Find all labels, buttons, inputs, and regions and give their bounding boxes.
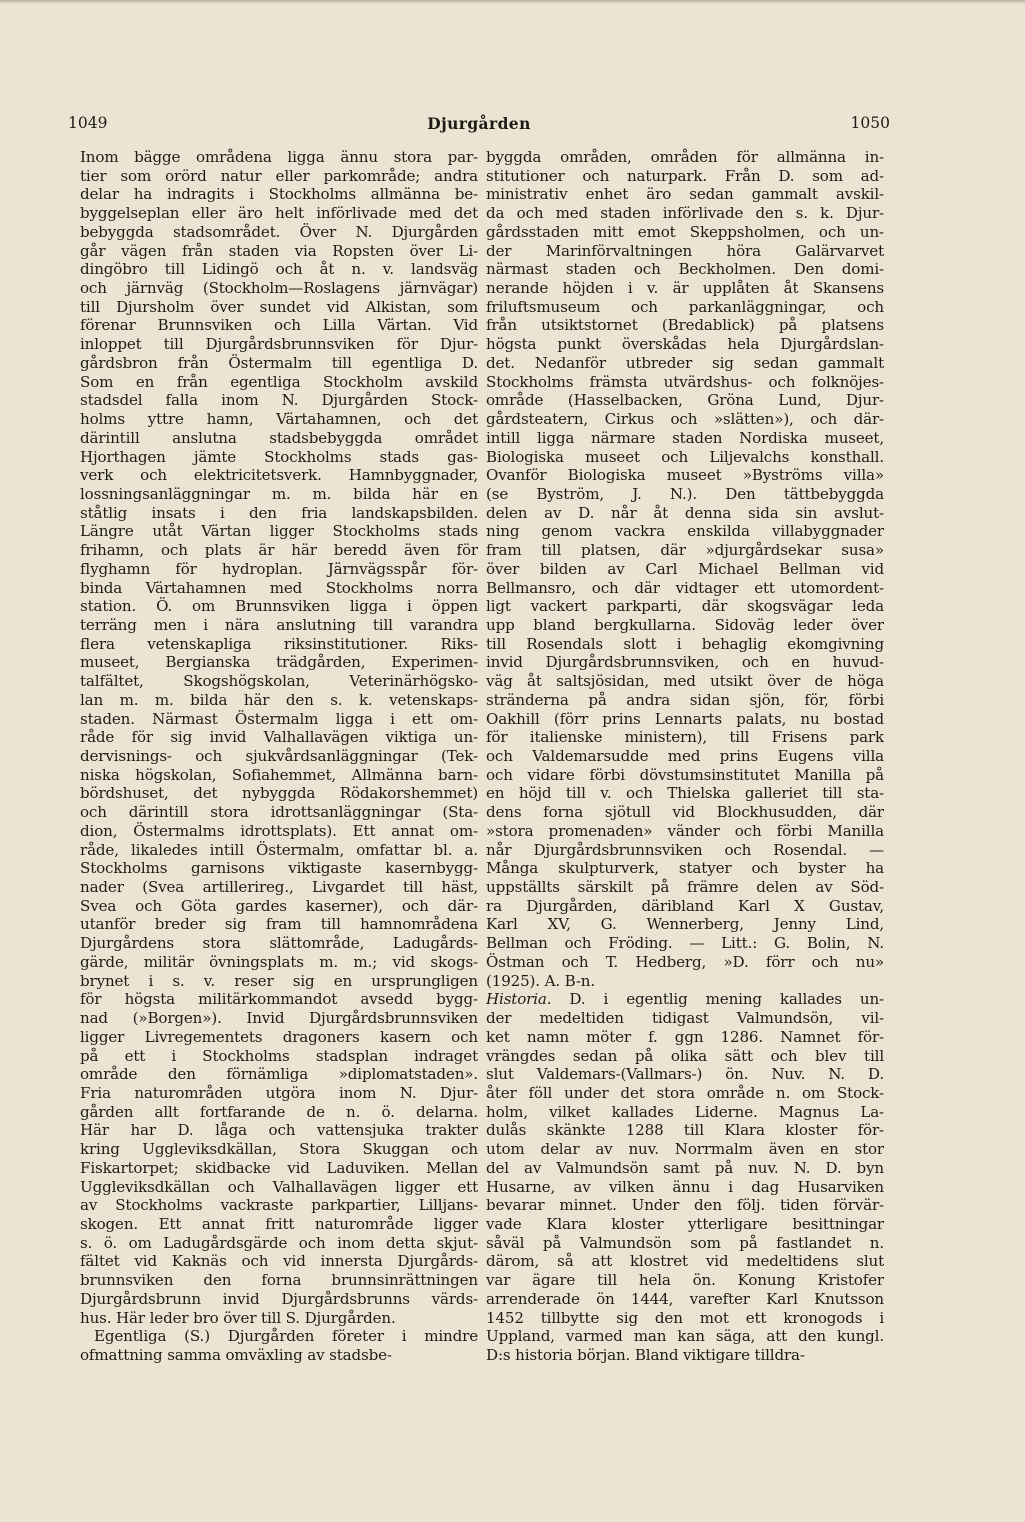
text-line: ra Djurgården, däribland Karl X Gustav, [486, 896, 884, 915]
text-line: upp bland bergkullarna. Sidoväg leder över [486, 615, 884, 634]
text-line: och Valdemarsudde med prins Eugens villa [486, 747, 884, 765]
text-line: Bellman och Fröding. — Litt.: G. Bolin, N. [486, 934, 884, 953]
text-line: (se Byström, J. N.). Den tättbebyggda [486, 484, 884, 503]
text-line: och därintill stora idrottsanläggningar (Sta- [80, 803, 478, 822]
text-line: Många skulpturverk, statyer och byster ha [486, 859, 884, 878]
text-line: det. Nedanför utbreder sig sedan gammalt [486, 353, 884, 372]
text-line: åter föll under det stora område n. om Stock- [486, 1083, 884, 1102]
text-line: Stockholms främsta utvärdshus- och folknöjes- [486, 372, 884, 391]
text-line: Djurgårdsbrunn invid Djurgårdsbrunns värds- [80, 1289, 478, 1308]
text-line: stadsdel falla inom N. Djurgården Stock- [80, 391, 478, 410]
text-line: nad (»Borgen»). Invid Djurgårdsbrunnsviken [80, 1009, 478, 1028]
text-line: brunnsviken den forna brunnsinrättningen [80, 1271, 478, 1290]
text-line: dervisnings- och sjukvårdsanläggningar (Tek- [80, 747, 478, 765]
text-line: såväl på Valmundsön som på fastlandet n. [486, 1233, 884, 1252]
text-line: på ett i Stockholms stadsplan indraget [80, 1046, 478, 1065]
text-line: da och med staden införlivade den s. k. Djur- [486, 204, 884, 223]
page-number-right: 1050 [850, 114, 890, 132]
text-line: Stockholms garnisons viktigaste kasernbygg- [80, 859, 478, 878]
text-line: delar ha indragits i Stockholms allmänna be- [80, 185, 478, 204]
text-line: Svea och Göta gardes kaserner), och där- [80, 896, 478, 915]
text-line: holms yttre hamn, Värtahamnen, och det [80, 410, 478, 429]
page-top-edge [0, 0, 1025, 4]
text-line: går vägen från staden via Ropsten över Li- [80, 241, 478, 260]
text-line: Hjorthagen jämte Stockholms stads gas- [80, 447, 478, 466]
text-line: därom, så att klostret vid medeltidens slut [486, 1252, 884, 1271]
text-line: 1452 tillbytte sig den mot ett kronogods i [486, 1308, 884, 1327]
text-line: flera vetenskapliga riksinstitutioner. Riks- [80, 634, 478, 653]
text-line: Östman och T. Hedberg, »D. förr och nu» [486, 952, 884, 971]
text-line: utanför breder sig fram till hamnområdena [80, 915, 478, 934]
text-line: vrängdes sedan på olika sätt och blev till [486, 1046, 884, 1065]
text-line: Historia. D. i egentlig mening kallades un- [486, 990, 884, 1009]
text-line: för högsta militärkommandot avsedd bygg- [80, 990, 478, 1009]
text-line: dens forna sjötull vid Blockhusudden, där [486, 803, 884, 822]
text-line: gärde, militär övningsplats m. m.; vid skogs- [80, 952, 478, 971]
text-line: över bilden av Carl Michael Bellman vid [486, 559, 884, 578]
text-line: och järnväg (Stockholm—Roslagens järnvägar) [80, 279, 478, 298]
text-line: därintill anslutna stadsbebyggda området [80, 428, 478, 447]
text-line: Husarne, av vilken ännu i dag Husarviken [486, 1177, 884, 1196]
text-line: nader (Svea artillerireg., Livgardet till häst, [80, 878, 478, 897]
text-line: nerande höjden i v. är upplåten åt Skansens [486, 279, 884, 298]
text-line: friluftsmuseum och parkanläggningar, och [486, 297, 884, 316]
text-line: område (Hasselbacken, Gröna Lund, Djur- [486, 391, 884, 410]
text-line: hus. Här leder bro över till S. Djurgården. [80, 1308, 396, 1327]
text-line: råde för sig invid Valhallavägen viktiga un- [80, 728, 478, 747]
text-line: Här har D. låga och vattensjuka trakter [80, 1121, 478, 1140]
text-line: del av Valmundsön samt på nuv. N. D. byn [486, 1158, 884, 1177]
text-line: Ovanför Biologiska museet »Byströms villa» [486, 466, 884, 485]
text-line: holm, vilket kallades Liderne. Magnus La- [486, 1102, 884, 1121]
text-line: dulås skänkte 1288 till Klara kloster för- [486, 1121, 884, 1140]
text-line: Fiskartorpet; skidbacke vid Laduviken. Mellan [80, 1158, 478, 1177]
text-line: (1925). A. B-n. [486, 971, 596, 990]
text-line: var ägare till hela ön. Konung Kristofer [486, 1271, 884, 1290]
right-column [486, 148, 884, 1365]
text-line: byggda områden, områden för allmänna in- [486, 148, 884, 166]
text-line: der Marinförvaltningen höra Galärvarvet [486, 241, 884, 260]
text-line: område den förnämliga »diplomatstaden». [80, 1065, 478, 1084]
text-line: förenar Brunnsviken och Lilla Värtan. Vid [80, 316, 478, 335]
page-number-left: 1049 [68, 114, 108, 132]
text-line: slut Valdemars-(Vallmars-) ön. Nuv. N. D. [486, 1065, 884, 1084]
text-line: brynet i s. v. reser sig en ursprungligen [80, 971, 478, 990]
page-title: Djurgården [427, 114, 531, 133]
text-line: verk och elektricitetsverk. Hamnbyggnader, [80, 466, 478, 485]
text-line: utom delar av nuv. Norrmalm även en stor [486, 1140, 884, 1159]
text-line: dingöbro till Lidingö och åt n. v. landsväg [80, 260, 478, 279]
text-line: Bellmansro, och där vidtager ett utomordent- [486, 578, 884, 597]
text-line: museet, Bergianska trädgården, Experimen- [80, 653, 478, 672]
text-line: ståtlig insats i den fria landskapsbilden. [80, 503, 478, 522]
text-line: stitutioner och naturpark. Från D. som ad- [486, 166, 884, 185]
text-line: Uggleviksdkällan och Valhallavägen ligger ett [80, 1177, 478, 1196]
text-line: invid Djurgårdsbrunnsviken, och en huvud- [486, 653, 884, 672]
text-line: bevarar minnet. Under den följ. tiden förvär- [486, 1196, 884, 1215]
text-line: Inom bägge områdena ligga ännu stora par- [80, 148, 478, 166]
text-line: och vidare förbi dövstumsinstitutet Manilla på [486, 765, 884, 784]
text-line: station. Ö. om Brunnsviken ligga i öppen [80, 597, 478, 616]
text-line: ning genom vackra enskilda villabyggnader [486, 522, 884, 541]
text-line: från utsiktstornet (Bredablick) på platsens [486, 316, 884, 335]
text-line: bördshuset, det nybyggda Rödakorshemmet) [80, 784, 478, 803]
text-line: terräng men i nära anslutning till varandra [80, 615, 478, 634]
text-line: stränderna på andra sidan sjön, för, förbi [486, 690, 884, 709]
text-line: frihamn, och plats är här beredd även för [80, 541, 478, 560]
text-line: ligger Livregementets dragoners kasern och [80, 1027, 478, 1046]
text-line: Längre utåt Värtan ligger Stockholms stads [80, 522, 478, 541]
text-line: lan m. m. bilda här den s. k. vetenskaps- [80, 690, 478, 709]
text-line: till Djursholm över sundet vid Alkistan, som [80, 297, 478, 316]
text-line: ofmattning samma omväxling av stadsbe- [80, 1346, 392, 1364]
text-line: Djurgårdens stora slättområde, Ladugårds- [80, 934, 478, 953]
text-line: kring Uggleviksdkällan, Stora Skuggan och [80, 1140, 478, 1159]
text-line: »stora promenaden» vänder och förbi Manilla [486, 821, 884, 840]
text-line: ministrativ enhet äro sedan gammalt avskil- [486, 185, 884, 204]
text-line: gården allt fortfarande de n. ö. delarna. [80, 1102, 478, 1121]
text-line: skogen. Ett annat fritt naturområde ligger [80, 1214, 478, 1233]
text-line: till Rosendals slott i behaglig ekomgivning [486, 634, 884, 653]
text-line: lossningsanläggningar m. m. bilda här en [80, 484, 478, 503]
text-line: D:s historia början. Bland viktigare tilldra- [486, 1346, 805, 1364]
text-line: bebyggda stadsområdet. Över N. Djurgården [80, 222, 478, 241]
text-line: Biologiska museet och Liljevalchs konsthall. [486, 447, 884, 466]
page-header [68, 114, 890, 142]
text-line: niska högskolan, Sofiahemmet, Allmänna barn- [80, 765, 478, 784]
text-line: tier som orörd natur eller parkområde; andra [80, 166, 478, 185]
text-line: av Stockholms vackraste parkpartier, Lilljans- [80, 1196, 478, 1215]
text-line: ligt vackert parkparti, där skogsvägar leda [486, 597, 884, 616]
text-line: når Djurgårdsbrunnsviken och Rosendal. — [486, 840, 884, 859]
text-line: binda Värtahamnen med Stockholms norra [80, 578, 478, 597]
text-line: s. ö. om Ladugårdsgärde och inom detta skjut- [80, 1233, 478, 1252]
text-line: en höjd till v. och Thielska galleriet till sta- [486, 784, 884, 803]
text-line: talfältet, Skogshögskolan, Veterinärhögsko- [80, 672, 478, 691]
text-line: vade Klara kloster ytterligare besittningar [486, 1214, 884, 1233]
left-column [80, 148, 478, 1365]
text-line: flyghamn för hydroplan. Järnvägsspår för- [80, 559, 478, 578]
text-line: arrenderade ön 1444, varefter Karl Knutsson [486, 1289, 884, 1308]
text-line: Karl XV, G. Wennerberg, Jenny Lind, [486, 915, 884, 934]
text-line: Uppland, varmed man kan säga, att den kungl. [486, 1327, 884, 1346]
text-line: gårdsstaden mitt emot Skeppsholmen, och un- [486, 222, 884, 241]
text-line: gårdsteatern, Cirkus och »slätten»), och där- [486, 410, 884, 429]
text-line: närmast staden och Beckholmen. Den domi- [486, 260, 884, 279]
text-line: ket namn möter f. ggn 1286. Namnet för- [486, 1027, 884, 1046]
text-line: Som en från egentliga Stockholm avskild [80, 372, 478, 391]
text-line: der medeltiden tidigast Valmundsön, vil- [486, 1009, 884, 1028]
text-line: staden. Närmast Östermalm ligga i ett om- [80, 709, 478, 728]
text-line: Fria naturområden utgöra inom N. Djur- [80, 1083, 478, 1102]
text-line: gårdsbron från Östermalm till egentliga D. [80, 353, 478, 372]
text-line: högsta punkt överskådas hela Djurgårdslan- [486, 335, 884, 354]
text-line: fältet vid Kaknäs och vid innersta Djurgårds- [80, 1252, 478, 1271]
text-line: råde, likaledes intill Östermalm, omfattar bl. a. [80, 840, 478, 859]
text-line: uppställts särskilt på främre delen av Söd- [486, 878, 884, 897]
text-line: Egentliga (S.) Djurgården företer i mindre [94, 1327, 478, 1346]
text-line: inloppet till Djurgårdsbrunnsviken för Djur- [80, 335, 478, 354]
text-line: Oakhill (förr prins Lennarts palats, nu bostad [486, 709, 884, 728]
text-line: väg åt saltsjösidan, med utsikt över de höga [486, 672, 884, 691]
text-line: intill ligga närmare staden Nordiska museet, [486, 428, 884, 447]
text-line: fram till platsen, där »djurgårdsekar susa» [486, 541, 884, 560]
text-line: byggelseplan eller äro helt införlivade med det [80, 204, 478, 223]
section-heading-historia: Historia. [486, 990, 552, 1009]
text-line: delen av D. når åt denna sida sin avslut- [486, 503, 884, 522]
text-line: för italienske ministern), till Frisens park [486, 728, 884, 747]
text-line: dion, Östermalms idrottsplats). Ett annat om- [80, 821, 478, 840]
